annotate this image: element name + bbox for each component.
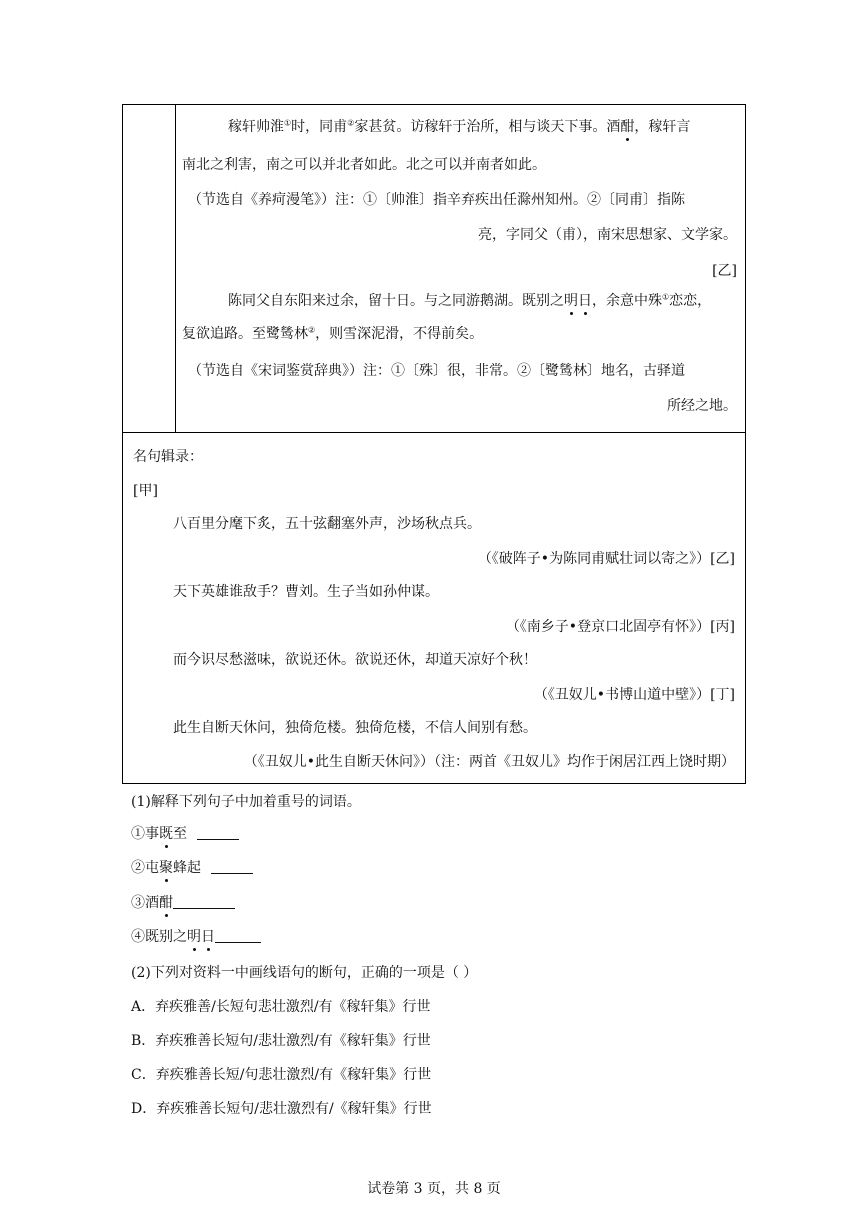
question-1-item-1: ①事既至 — [131, 824, 239, 844]
quote-3: 而今识尽愁滋味，欲说还休。欲说还休，却道天凉好个秋！ — [173, 652, 537, 668]
question-1-item-3: ③酒酣 — [131, 893, 235, 913]
material-box — [122, 104, 746, 784]
passage-text-column — [176, 105, 745, 432]
emphasis-mark: 聚 — [159, 860, 173, 876]
passage-line-1: 稼轩帅淮①时，同甫②家甚贫。访稼轩于治所，相与谈天下事。酒酣，稼轩言 — [228, 118, 691, 135]
note-line-1: （节选自《养疴漫笔》）注：①〔帅淮〕指辛弃疾出任滁州知州。②〔同甫〕指陈 — [188, 192, 685, 208]
note-line-4: 所经之地。 — [667, 398, 737, 414]
passage-line-2: 南北之利害，南之可以并北者如此。北之可以并南者如此。 — [182, 157, 546, 173]
emphasis-mark: 酣 — [159, 895, 173, 911]
passage-section — [123, 105, 745, 433]
answer-blank[interactable] — [173, 894, 235, 909]
quotes-header: 名句辑录： — [133, 449, 203, 465]
note-line-3: （节选自《宋词鉴赏辞典》）注：①〔殊〕很，非常。②〔鹭鸶林〕地名，古驿道 — [188, 363, 685, 379]
quote-1: 八百里分麾下炙，五十弦翻塞外声，沙场秋点兵。 — [173, 516, 481, 532]
quote-4-source: （《丑奴儿•此生自断天休问》）（注：两首《丑奴儿》均作于闲居江西上饶时期） — [243, 754, 735, 770]
question-1-item-2: ②屯聚蜂起 — [131, 858, 253, 878]
quote-2: 天下英雄谁敌手？曹刘。生子当如孙仲谋。 — [173, 584, 439, 600]
option-c[interactable]: C．弃疾雅善长短/句悲壮激烈/有《稼轩集》行世 — [131, 1067, 432, 1083]
quote-1-source: （《破阵子•为陈同甫赋壮词以寄之》）[乙] — [477, 551, 735, 567]
emphasis-mark: 日 — [201, 929, 215, 945]
quote-4: 此生自断天休问，独倚危楼。独倚危楼，不信人间别有愁。 — [173, 720, 537, 736]
emphasis-mark: 明 — [564, 293, 578, 309]
quote-2-source: （《南乡子•登京口北固亭有怀》）[丙] — [505, 619, 735, 635]
answer-blank[interactable] — [197, 825, 239, 840]
page-footer: 试卷第 3 页，共 8 页 — [367, 1181, 501, 1197]
label-yi: [乙] — [712, 263, 737, 279]
emphasis-mark: 既 — [159, 826, 173, 842]
passage-label-column — [123, 105, 176, 432]
answer-blank[interactable] — [211, 859, 253, 874]
question-1-prompt: (1)解释下列句子中加着重号的词语。 — [131, 794, 361, 810]
question-2-prompt: (2)下列对资料一中画线语句的断句，正确的一项是（ ） — [131, 965, 478, 981]
question-1-item-4: ④既别之明日 — [131, 927, 261, 947]
emphasis-mark: 酣 — [620, 119, 635, 135]
label-jia: [甲] — [133, 483, 158, 499]
note-line-2: 亮，字同父（甫），南宋思想家、文学家。 — [478, 227, 737, 243]
answer-blank[interactable] — [215, 928, 261, 943]
quote-3-source: （《丑奴儿•书博山道中壁》）[丁] — [533, 687, 735, 703]
option-d[interactable]: D．弃疾雅善长短句/悲壮激烈有/《稼轩集》行世 — [131, 1101, 432, 1117]
passage-line-4: 复欲追路。至鹭鸶林②，则雪深泥滑，不得前矣。 — [182, 325, 484, 342]
passage-line-3: 陈同父自东阳来过余，留十日。与之同游鹅湖。既别之明日，余意中殊①恋恋， — [228, 292, 712, 309]
option-a[interactable]: A．弃疾雅善/长短句悲壮激烈/有《稼轩集》行世 — [131, 999, 431, 1015]
option-b[interactable]: B．弃疾雅善长短句/悲壮激烈/有《稼轩集》行世 — [131, 1033, 431, 1049]
emphasis-mark: 日 — [578, 293, 592, 309]
emphasis-mark: 明 — [187, 929, 201, 945]
